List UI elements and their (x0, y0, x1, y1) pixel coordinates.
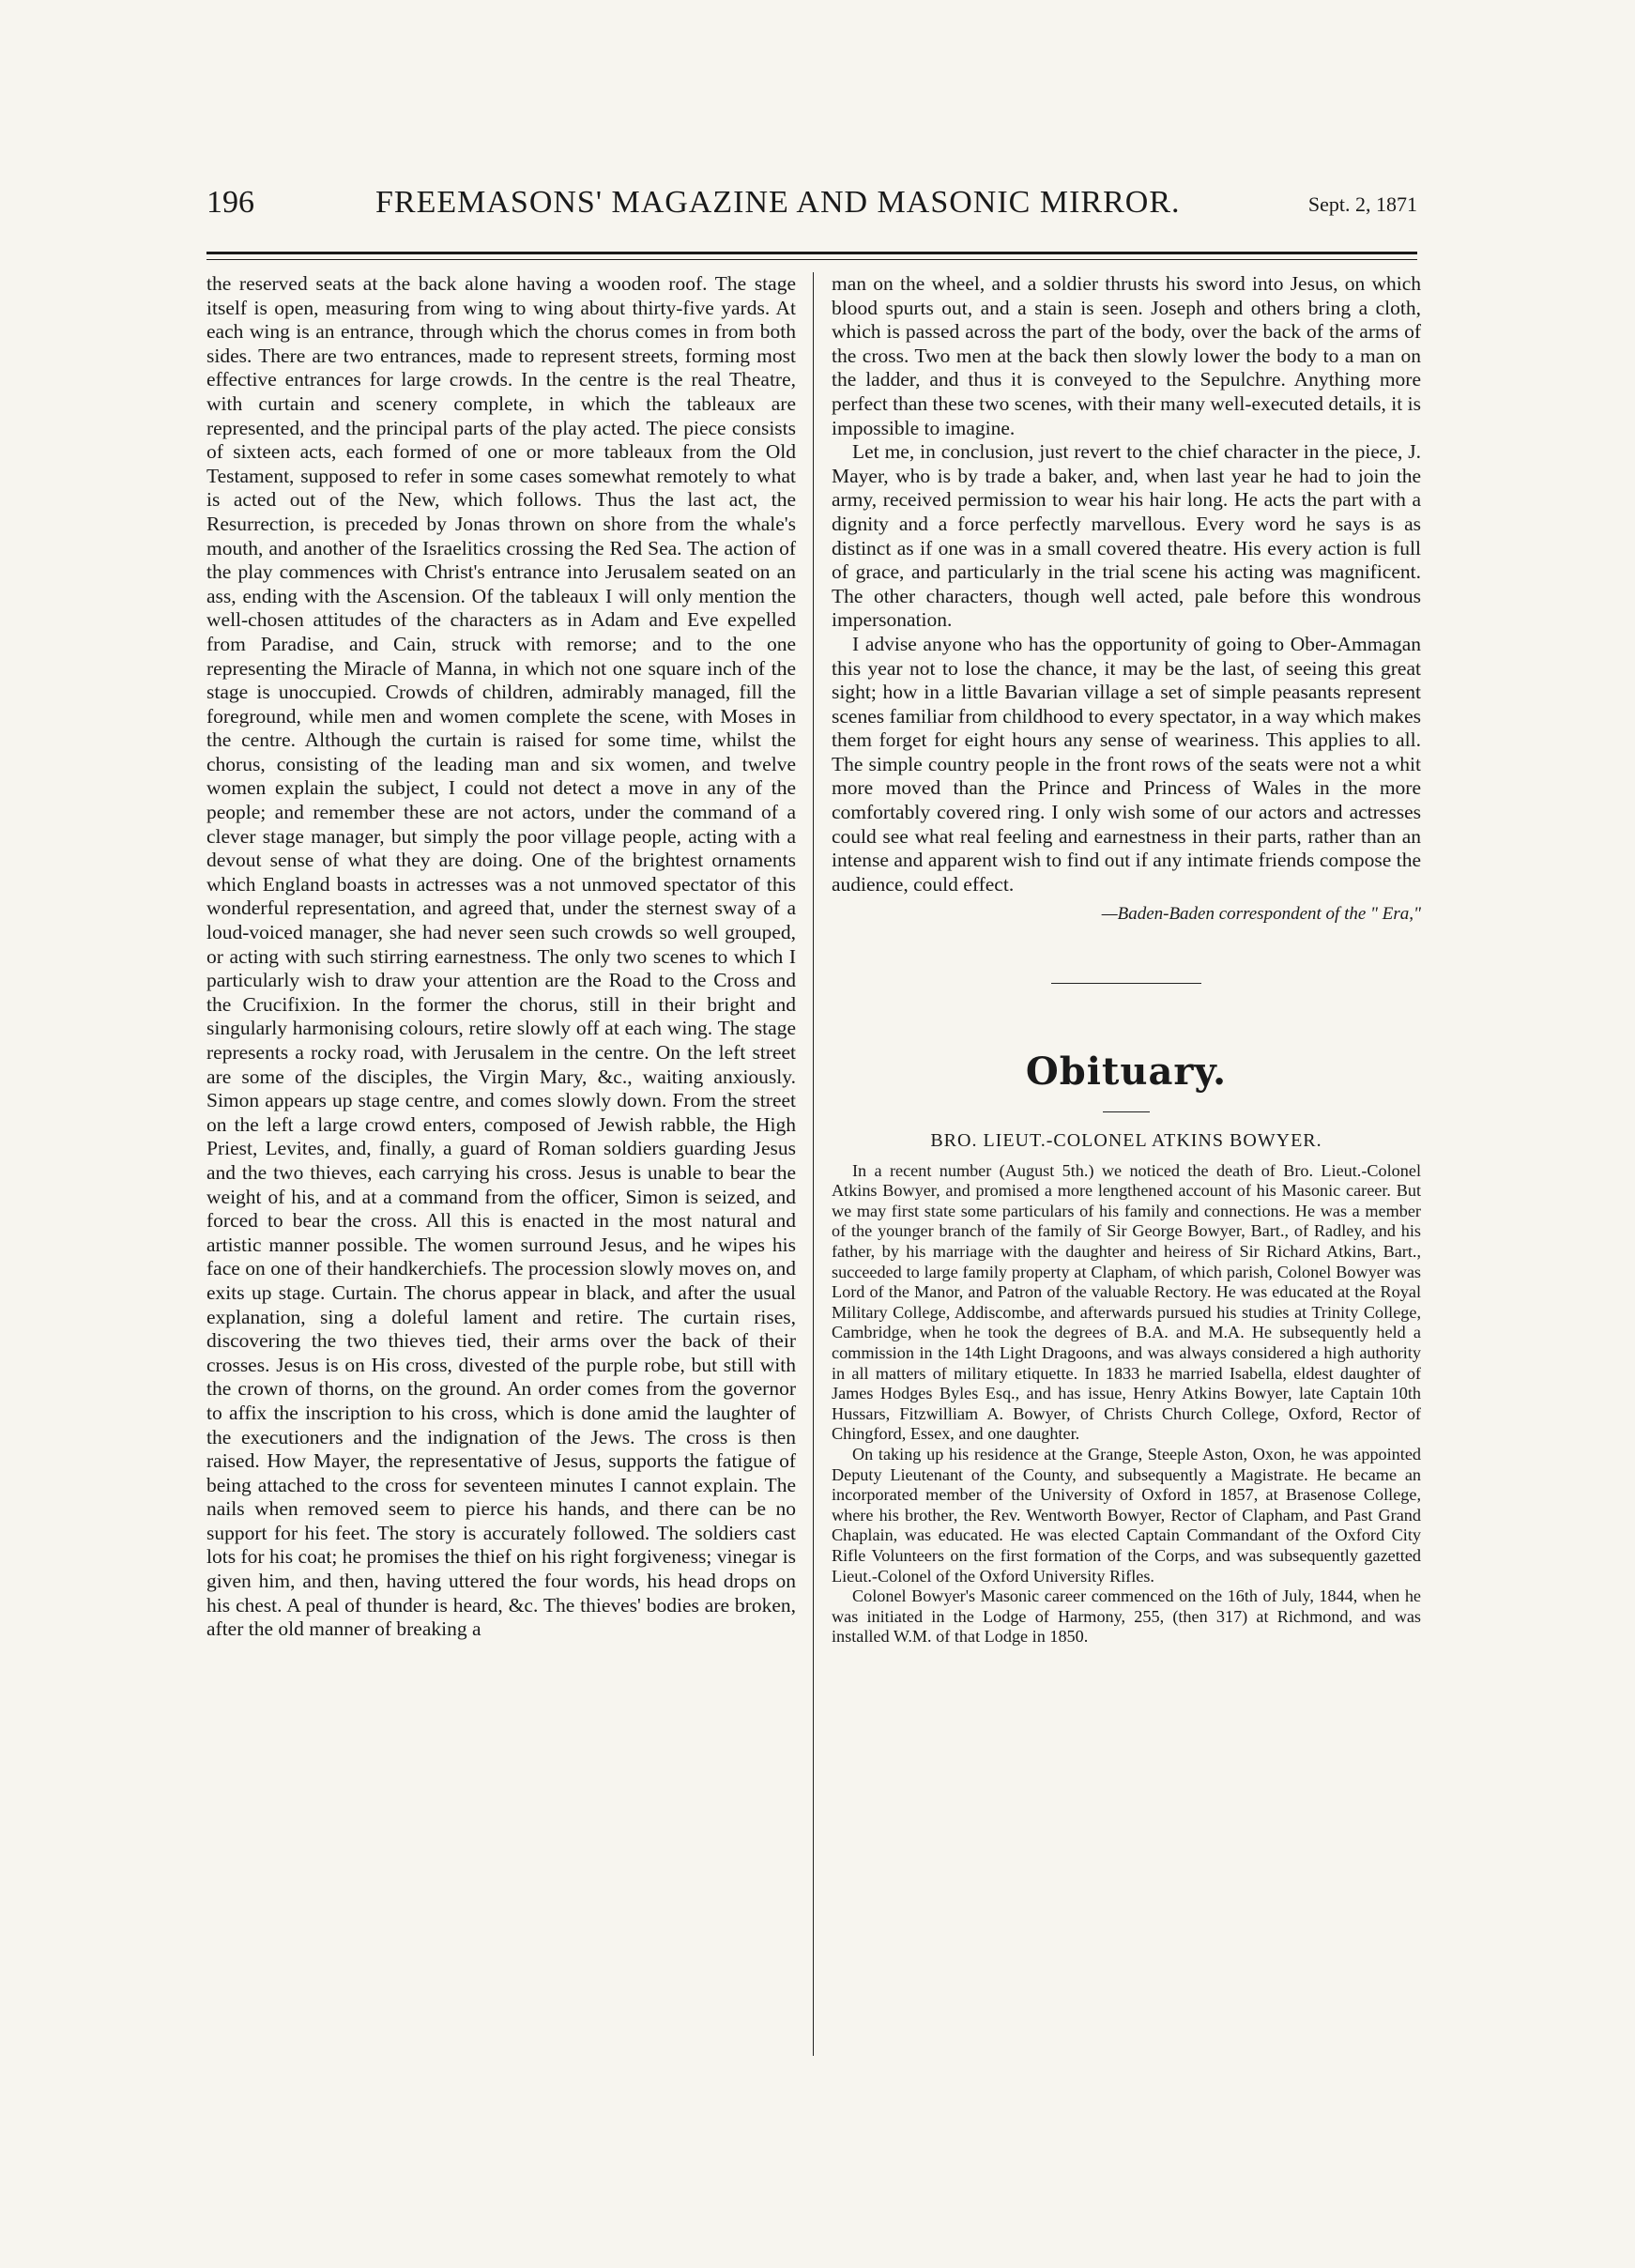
obituary-paragraph: On taking up his residence at the Grange, Steeple Aston, Oxon, he was appointed Deputy Lieutenant of the County, and subsequently a Magistrate. He became an incorporated member of the University of Oxford in 1857, at Brasenose College, where his brother, the Rev. Wentworth Bowyer, Rector of Clapham, and Past Grand Chaplain, was educated. He was elected Captain Commandant of the Oxford City Rifle Volunteers on the first formation of the Corps, and was subsequently gazetted Lieut.-Colonel of the Oxford University Rifles. (832, 1444, 1421, 1586)
section-divider (1051, 983, 1201, 984)
column-divider (813, 272, 814, 2056)
obituary-title: BRO. LIEUT.-COLONEL ATKINS BOWYER. (930, 1130, 1322, 1152)
page-header (206, 178, 1417, 227)
issue-date: Sept. 2, 1871 (1307, 192, 1417, 216)
left-column (206, 272, 796, 1642)
article-signature: —Baden-Baden correspondent of the " Era," (1101, 904, 1421, 925)
header-rule-thick (206, 252, 1417, 254)
obituary-section (832, 1050, 1421, 1647)
obituary-paragraph: In a recent number (August 5th.) we noticed the death of Bro. Lieut.-Colonel Atkins Bowyer, and promised a more lengthened account of his Masonic career. But we may first state some particulars of his family and connections. He was a member of the younger branch of the family of Sir George Bowyer, Bart., of Radley, and his father, by his marriage with the daughter and heiress of Sir Richard Atkins, Bart., succeeded to large family property at Clapham, of which parish, Colonel Bowyer was Lord of the Manor, and Patron of the valuable Rectory. He was educated at the Royal Military College, Addiscombe, and afterwards pursued his studies at Trinity College, Cambridge, when he took the degrees of B.A. and M.A. He subsequently held a commission in the 14th Light Dragoons, and was always considered a high authority in all matters of military etiquette. In 1833 he married Isabella, eldest daughter of James Hodges Byles Esq., and has issue, Henry Atkins Bowyer, late Captain 10th Hussars, Fitzwilliam A. Bowyer, of Christs Church College, Oxford, Rector of Chingford, Essex, and one daughter. (832, 1160, 1421, 1444)
header-rule-thin (206, 259, 1417, 260)
article-paragraph: Let me, in conclusion, just revert to the chief character in the piece, J. Mayer, who is by trade a baker, and, when last year he had to join the army, received permission to wear his hair long. He acts the part with a dignity and a force perfectly marvellous. Every word he says is as distinct as if one was in a small covered theatre. His every action is full of grace, and particularly in the trial scene his acting was magnificent. The other characters, though well acted, pale before this wondrous impersonation. (832, 440, 1421, 632)
page-number: 196 (206, 185, 254, 220)
article-paragraph: man on the wheel, and a soldier thrusts his sword into Jesus, on which blood spurts out, and a stain is seen. Joseph and others bring a cloth, which is passed across the part of the body, over the back of the arms of the cross. Two men at the back then slowly lower the body to a man on the ladder, and thus it is conveyed to the Sepulchre. Anything more perfect than these two scenes, with their many well-executed details, it is impossible to imagine. (832, 272, 1421, 439)
obituary-heading: Obituary. (1025, 1050, 1228, 1095)
obituary-divider (1103, 1111, 1150, 1112)
article-paragraph: the reserved seats at the back alone having a wooden roof. The stage itself is open, measuring from wing to wing about thirty-five yards. At each wing is an entrance, through which the chorus comes in from both sides. There are two entrances, made to represent streets, forming most effective entrances for large crowds. In the centre is the real Theatre, with curtain and scenery complete, in which the tableaux are represented, and the principal parts of the play acted. The piece consists of sixteen acts, each formed of one or more tableaux from the Old Testament, supposed to refer in some cases somewhat remotely to what is acted out of the New, which follows. Thus the last act, the Resurrection, is preceded by Jonas thrown on shore from the whale's mouth, and another of the Israelitics crossing the Red Sea. The action of the play commences with Christ's entrance into Jerusalem seated on an ass, ending with the Ascension. Of the tableaux I will only mention the well-chosen attitudes of the characters as in Adam and Eve expelled from Paradise, and Cain, struck with remorse; and to the one representing the Miracle of Manna, in which not one square inch of the stage is unoccupied. Crowds of children, admirably managed, fill the foreground, while men and women complete the scene, with Moses in the centre. Although the curtain is raised for some time, whilst the chorus, consisting of the leading man and six women, and twelve women explain the subject, I could not detect a move in any of the people; and remember these are not actors, under the command of a clever stage manager, but simply the poor village people, acting with a devout sense of what they are doing. One of the brightest ornaments which England boasts in actresses was a not unmoved spectator of this wonderful representation, and agreed that, under the sternest sway of a loud-voiced manager, she had never seen such crowds so well grouped, or acting with such stirring earnestness. The only two scenes to which I particularly wish to draw your attention are the Road to the Cross and the Crucifixion. In the former the chorus, still in their bright and singularly harmonising colours, retire slowly off at each wing. The stage represents a rocky road, with Jerusalem in the centre. On the left street are some of the disciples, the Virgin Mary, &c., waiting anxiously. Simon appears up stage centre, and comes slowly down. From the street on the left a large crowd enters, composed of Jewish rabble, the High Priest, Levites, and, finally, a guard of Roman soldiers guarding Jesus and the two thieves, each carrying his cross. Jesus is unable to bear the weight of his, and at a command from the officer, Simon is seized, and forced to bear the cross. All this is enacted in the most natural and artistic manner possible. The women surround Jesus, and he wipes his face on one of their handkerchiefs. The procession slowly moves on, and exits up stage. Curtain. The chorus appear in black, and after the usual explanation, sing a doleful lament and retire. The curtain rises, discovering the two thieves tied, their arms over the back of their crosses. Jesus is on His cross, divested of the purple robe, but still with the crown of thorns, on the ground. An order comes from the governor to affix the inscription to his cross, which is done amid the laughter of the executioners and the indignation of the Jews. The cross is then raised. How Mayer, the representative of Jesus, supports the fatigue of being attached to the cross for seventeen minutes I cannot explain. The nails when removed seem to pierce his hands, and there can be no support for his feet. The story is accurately followed. The soldiers cast lots for his coat; he promises the thief on his right forgiveness; vinegar is given him, and then, having uttered the four words, his head drops on his chest. A peal of thunder is heard, &c. The thieves' bodies are broken, after the old manner of breaking a (206, 272, 796, 1641)
masthead-title: FREEMASONS' MAGAZINE AND MASONIC MIRROR. (375, 185, 1181, 220)
article-paragraph: I advise anyone who has the opportunity of going to Ober-Ammagan this year not to lose the chance, it may be the last, of seeing this great sight; how in a little Bavarian village a set of simple peasants represent scenes familiar from childhood to every spectator, in a way which makes them forget for eight hours any sense of weariness. This applies to all. The simple country people in the front rows of the seats were not a whit more moved than the Prince and Princess of Wales in the more comfortably covered ring. I only wish some of our actors and actresses could see what real feeling and earnestness in their parts, rather than an intense and apparent wish to find out if any intimate friends compose the audience, could effect. (832, 632, 1421, 896)
right-column (832, 272, 1421, 1647)
obituary-paragraph: Colonel Bowyer's Masonic career commenced on the 16th of July, 1844, when he was initiated in the Lodge of Harmony, 255, (then 317) at Richmond, and was installed W.M. of that Lodge in 1850. (832, 1586, 1421, 1647)
